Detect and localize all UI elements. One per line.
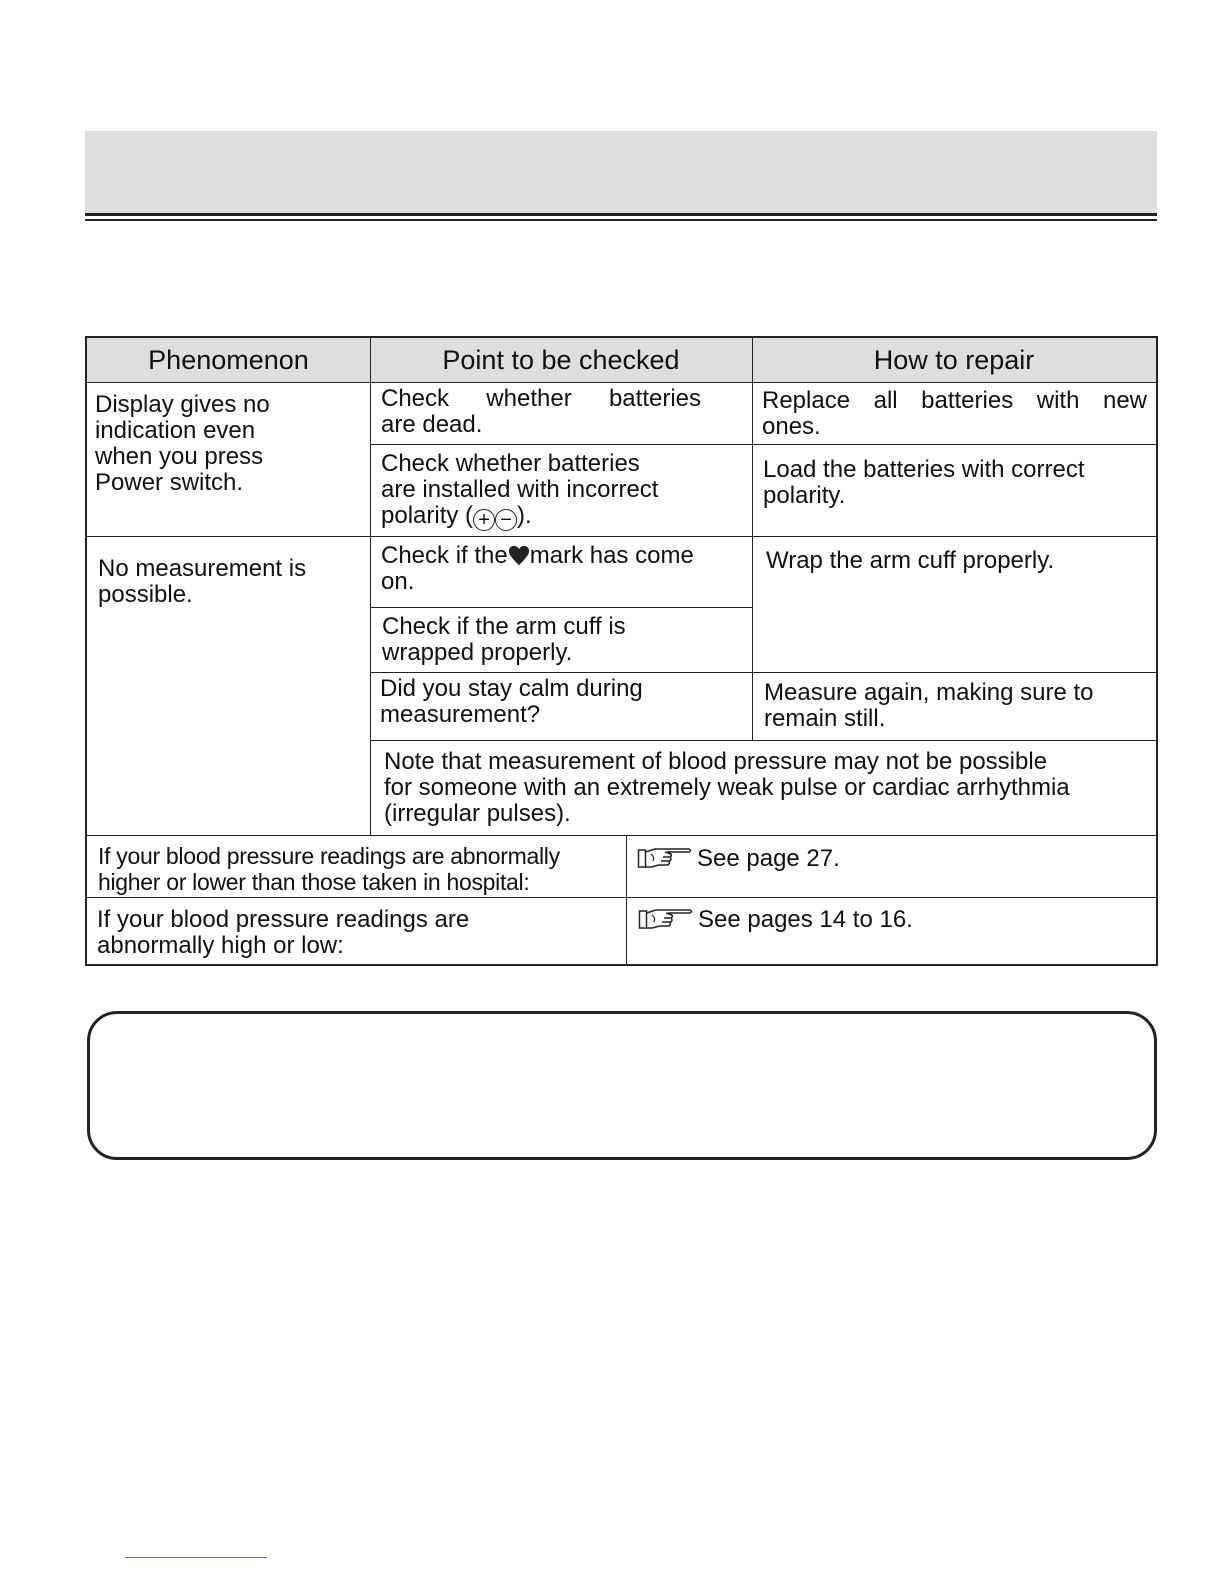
pointing-hand-icon bbox=[637, 845, 693, 871]
heart-icon bbox=[508, 545, 530, 567]
column-divider-2 bbox=[752, 338, 753, 740]
page-reference: See page 27. bbox=[697, 845, 840, 872]
text-line: Check whether batteries bbox=[381, 450, 640, 477]
polarity-suffix: ). bbox=[517, 502, 532, 529]
header-how-to-repair: How to repair bbox=[873, 345, 1035, 375]
text-line: If your blood pressure readings are abnormally bbox=[98, 843, 560, 869]
heart-mark-line bbox=[381, 543, 746, 569]
text-line: Check whether batteries bbox=[381, 385, 701, 412]
text-line: remain still. bbox=[764, 705, 886, 732]
repair-replace-batteries bbox=[762, 388, 1147, 440]
row-divider bbox=[370, 444, 1156, 445]
text-line: Did you stay calm during bbox=[380, 675, 643, 702]
check-cuff-wrapped bbox=[382, 614, 747, 666]
column-divider-1 bbox=[370, 338, 371, 835]
repair-measure-again bbox=[764, 680, 1152, 732]
title-rule bbox=[85, 213, 1157, 216]
see-page-27-ref bbox=[637, 845, 1147, 872]
text-line: higher or lower than those taken in hospital: bbox=[98, 869, 530, 895]
row-divider bbox=[370, 672, 1156, 673]
troubleshooting-table bbox=[85, 336, 1158, 966]
page-reference: See pages 14 to 16. bbox=[698, 906, 913, 933]
text-line: wrapped properly. bbox=[382, 639, 573, 666]
header-point-to-be-checked: Point to be checked bbox=[442, 345, 680, 375]
text-line: measurement? bbox=[380, 701, 541, 728]
text-line: Measure again, making sure to bbox=[764, 679, 1094, 706]
title-band bbox=[85, 131, 1157, 213]
column-divider-3 bbox=[626, 835, 627, 964]
check-heart-mark bbox=[381, 543, 746, 595]
hospital-readings-text bbox=[98, 843, 623, 895]
polarity-line bbox=[381, 503, 746, 531]
repair-wrap-cuff: Wrap the arm cuff properly. bbox=[766, 547, 1055, 574]
plus-circle-icon: + bbox=[473, 509, 495, 531]
footer-line bbox=[125, 1557, 267, 1558]
text-line: Display gives no bbox=[95, 391, 270, 418]
phenomenon-no-display bbox=[95, 392, 365, 496]
repair-load-correct-polarity bbox=[763, 457, 1148, 509]
text-line: abnormally high or low: bbox=[97, 932, 344, 959]
text-line: Power switch. bbox=[95, 469, 244, 496]
text-line: when you press bbox=[95, 443, 264, 470]
check-batteries-dead bbox=[381, 386, 701, 438]
text-line: No measurement is bbox=[98, 555, 307, 582]
row-divider bbox=[370, 740, 1156, 741]
row-divider bbox=[370, 607, 752, 608]
check-stay-calm bbox=[380, 676, 745, 728]
pointing-hand-icon bbox=[638, 906, 694, 932]
text-line: Note that measurement of blood pressure may not be possible bbox=[384, 748, 1048, 775]
row-divider bbox=[87, 897, 1156, 898]
heart-line-prefix: Check if the bbox=[381, 542, 508, 569]
row-divider bbox=[87, 835, 1156, 836]
minus-circle-icon: − bbox=[495, 509, 517, 531]
see-pages-14-16-ref bbox=[638, 906, 1148, 933]
row-divider bbox=[87, 536, 1156, 537]
text-line: Load the batteries with correct bbox=[763, 456, 1085, 483]
header-phenomenon: Phenomenon bbox=[148, 345, 309, 375]
text-line: are dead. bbox=[381, 411, 483, 438]
text-line: Replace all batteries with new bbox=[762, 387, 1147, 414]
header-divider bbox=[87, 382, 1156, 383]
note-box bbox=[87, 1011, 1157, 1160]
check-battery-polarity bbox=[381, 451, 746, 531]
text-line: ones. bbox=[762, 413, 821, 440]
text-line: Check if the arm cuff is bbox=[382, 613, 626, 640]
text-line: possible. bbox=[98, 581, 193, 608]
polarity-prefix: polarity ( bbox=[381, 502, 474, 529]
abnormal-readings-text bbox=[97, 907, 622, 959]
title-rule-secondary bbox=[85, 219, 1157, 221]
note-weak-pulse bbox=[384, 749, 1156, 827]
heart-line-suffix: mark has come bbox=[529, 542, 694, 569]
text-line: polarity. bbox=[763, 482, 846, 509]
phenomenon-no-measurement bbox=[98, 556, 363, 608]
text-line: indication even bbox=[95, 417, 256, 444]
text-line: are installed with incorrect bbox=[381, 476, 659, 503]
text-line: If your blood pressure readings are bbox=[97, 906, 470, 933]
text-line: for someone with an extremely weak pulse or cardiac arrhythmia bbox=[384, 774, 1070, 801]
text-line: on. bbox=[381, 568, 415, 595]
text-line: (irregular pulses). bbox=[384, 800, 571, 827]
